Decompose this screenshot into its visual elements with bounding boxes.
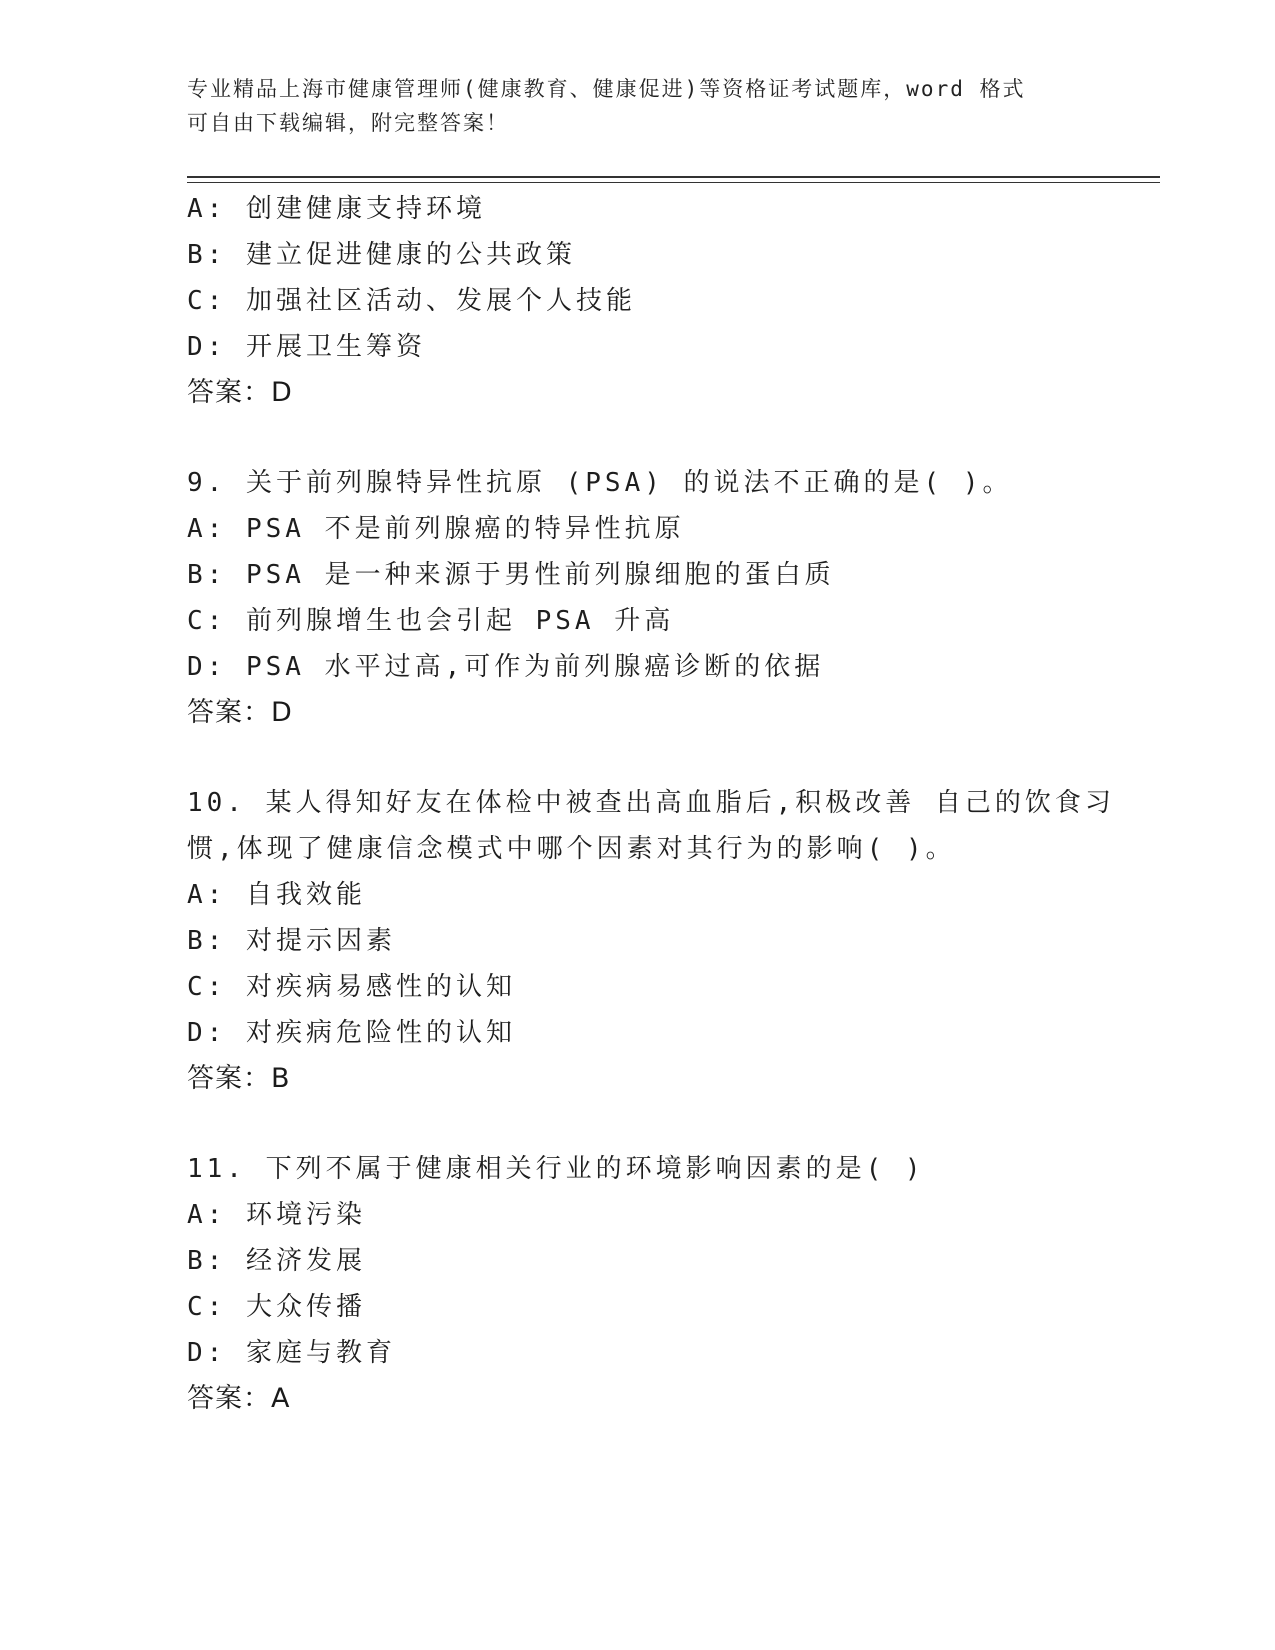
spacer <box>187 416 1107 460</box>
option-c: C: 大众传播 <box>187 1292 366 1322</box>
header-line-2: 可自由下载编辑，附完整答案！ <box>187 111 509 135</box>
answer-line: 答案：B <box>187 1063 291 1094</box>
answer-line: 答案：D <box>187 377 293 408</box>
answer-line: 答案：A <box>187 1383 291 1414</box>
question-stem: 9. 关于前列腺特异性抗原 (PSA) 的说法不正确的是( )。 <box>187 468 1013 498</box>
header-rule-thin <box>187 182 1160 183</box>
option-d: D: PSA 水平过高,可作为前列腺癌诊断的依据 <box>187 652 825 682</box>
question-stem-line-1: 10. 某人得知好友在体检中被查出高血脂后,积极改善 自己的饮食习 <box>187 788 1115 818</box>
header-line-1: 专业精品上海市健康管理师(健康教育、健康促进)等资格证考试题库，word 格式 <box>187 77 1026 101</box>
option-b: B: 对提示因素 <box>187 926 396 956</box>
option-c: C: 对疾病易感性的认知 <box>187 972 516 1002</box>
option-c: C: 前列腺增生也会引起 PSA 升高 <box>187 606 675 636</box>
option-a: A: 创建健康支持环境 <box>187 194 486 224</box>
question-block-11 <box>187 1146 1107 1422</box>
header-rule-thick <box>187 176 1160 178</box>
option-a: A: 环境污染 <box>187 1200 366 1230</box>
option-d: D: 对疾病危险性的认知 <box>187 1018 516 1048</box>
option-c: C: 加强社区活动、发展个人技能 <box>187 286 636 316</box>
question-stem: 11. 下列不属于健康相关行业的环境影响因素的是( ) <box>187 1154 925 1184</box>
option-b: B: 经济发展 <box>187 1246 366 1276</box>
question-list <box>187 186 1115 1422</box>
option-d: D: 家庭与教育 <box>187 1338 396 1368</box>
question-stem-line-2: 惯,体现了健康信念模式中哪个因素对其行为的影响( )。 <box>187 834 956 864</box>
document-header <box>187 72 1087 140</box>
answer-line: 答案：D <box>187 697 293 728</box>
option-a: A: PSA 不是前列腺癌的特异性抗原 <box>187 514 685 544</box>
option-b: B: PSA 是一种来源于男性前列腺细胞的蛋白质 <box>187 560 835 590</box>
question-block-8 <box>187 186 1107 416</box>
spacer <box>187 1102 1107 1146</box>
spacer <box>187 736 1107 780</box>
option-a: A: 自我效能 <box>187 880 366 910</box>
question-block-10 <box>187 780 1115 1102</box>
question-block-9 <box>187 460 1107 736</box>
option-b: B: 建立促进健康的公共政策 <box>187 240 576 270</box>
option-d: D: 开展卫生筹资 <box>187 332 426 362</box>
